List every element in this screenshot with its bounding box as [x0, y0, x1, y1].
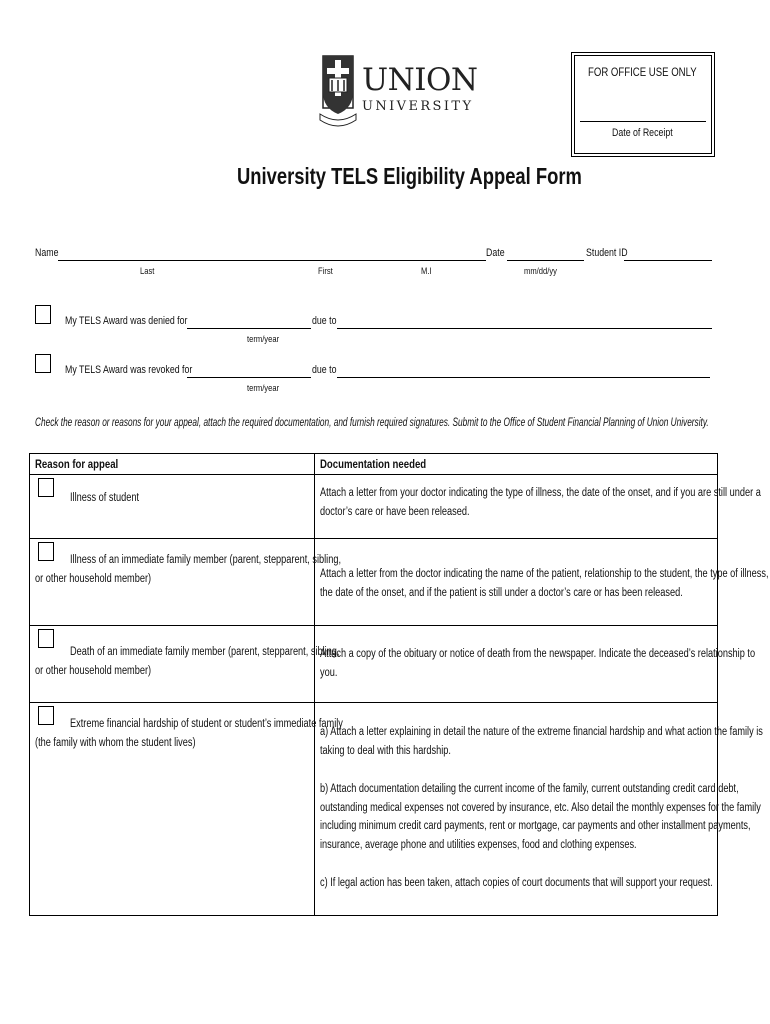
university-logo — [318, 52, 478, 132]
revoked-term-field[interactable] — [187, 377, 311, 378]
date-format-caption: mm/dd/yy — [524, 266, 557, 277]
denied-reason-field[interactable] — [337, 328, 712, 329]
table-header-row — [30, 454, 718, 475]
reason-cell — [30, 626, 340, 703]
table-row — [30, 703, 718, 916]
revoked-reason-field[interactable] — [337, 377, 710, 378]
docs-cell — [315, 539, 769, 626]
table-row — [30, 539, 718, 626]
student-id-field[interactable] — [624, 260, 712, 261]
crest-icon — [318, 52, 358, 132]
receipt-date-label: Date of Receipt — [612, 127, 673, 139]
reason-cell — [30, 539, 342, 626]
table-row — [30, 626, 718, 703]
docs-cell — [315, 475, 761, 539]
appeal-reasons-table — [29, 453, 769, 916]
docs-financial-hardship: a) Attach a letter explaining in detail the nature of the extreme financial hardship and what action the family is taking to deal with this hardship. b) Attach documentation detailing the current income of the family, current outstanding credit card debt, outstanding medical expenses not covered by insurance, etc. Also detail the monthly expenses for the family including minimum credit card payments, rent or mortgage, car payments and other installment payments, insurance, average phone and utilities expenses, food and clothing expenses. c) If legal action has been taken, attach copies of court documents that will support your request. — [320, 726, 763, 889]
office-use-box — [571, 52, 715, 157]
last-name-caption: Last — [140, 266, 155, 277]
denied-label: My TELS Award was denied for — [65, 315, 188, 327]
docs-cell — [315, 626, 756, 703]
middle-initial-caption: M.I — [421, 266, 432, 277]
header-reason: Reason for appeal — [35, 457, 119, 471]
reason-cell — [30, 703, 343, 916]
logo-subtitle: UNIVERSITY — [362, 99, 474, 114]
illness-student-checkbox[interactable] — [38, 478, 54, 497]
table-row — [30, 475, 718, 539]
office-use-title: FOR OFFICE USE ONLY — [588, 65, 697, 79]
header-docs-cell — [315, 454, 718, 475]
name-label: Name — [35, 247, 59, 259]
reason-death-family: Death of an immediate family member (parent, stepparent, sibling, or other household member) — [35, 646, 340, 677]
docs-illness-student: Attach a letter from your doctor indicating the type of illness, the date of the onset, and if you are still under a doctor’s care or have been released. — [320, 487, 761, 518]
revoked-term-caption: term/year — [247, 383, 280, 394]
reason-illness-family: Illness of an immediate family member (parent, stepparent, sibling, or other household member) — [35, 554, 342, 585]
docs-cell — [315, 703, 763, 916]
denied-term-caption: term/year — [247, 334, 280, 345]
revoked-checkbox[interactable] — [35, 354, 51, 373]
reason-cell — [30, 475, 315, 539]
header-docs: Documentation needed — [320, 457, 427, 471]
revoked-due-to-label: due to — [312, 364, 337, 376]
docs-illness-family: Attach a letter from the doctor indicating the name of the patient, relationship to the student, the type of illness, the date of the onset, and if the patient is still under a doctor’s care or has been released. — [320, 568, 769, 599]
denied-term-field[interactable] — [187, 328, 311, 329]
denied-checkbox[interactable] — [35, 305, 51, 324]
name-field[interactable] — [58, 260, 486, 261]
receipt-date-line — [580, 121, 706, 122]
instructions: Check the reason or reasons for your appeal, attach the required documentation, and furnish required signatures. Submit to the Office of Student Financial Planning of Union University. — [35, 417, 709, 429]
form-title: University TELS Eligibility Appeal Form — [237, 163, 582, 189]
first-name-caption: First — [318, 266, 333, 277]
docs-death-family: Attach a copy of the obituary or notice of death from the newspaper. Indicate the deceased’s relationship to you. — [320, 648, 756, 679]
logo-wordmark: UNION — [362, 62, 478, 98]
header-reason-cell — [30, 454, 315, 475]
date-label: Date — [486, 247, 505, 259]
reason-financial-hardship: Extreme financial hardship of student or student’s immediate family (the family with whom the student lives) — [35, 718, 343, 749]
reason-illness-student: Illness of student — [70, 492, 140, 504]
date-field[interactable] — [507, 260, 584, 261]
revoked-label: My TELS Award was revoked for — [65, 364, 193, 376]
denied-due-to-label: due to — [312, 315, 337, 327]
student-id-label: Student ID — [586, 247, 628, 259]
